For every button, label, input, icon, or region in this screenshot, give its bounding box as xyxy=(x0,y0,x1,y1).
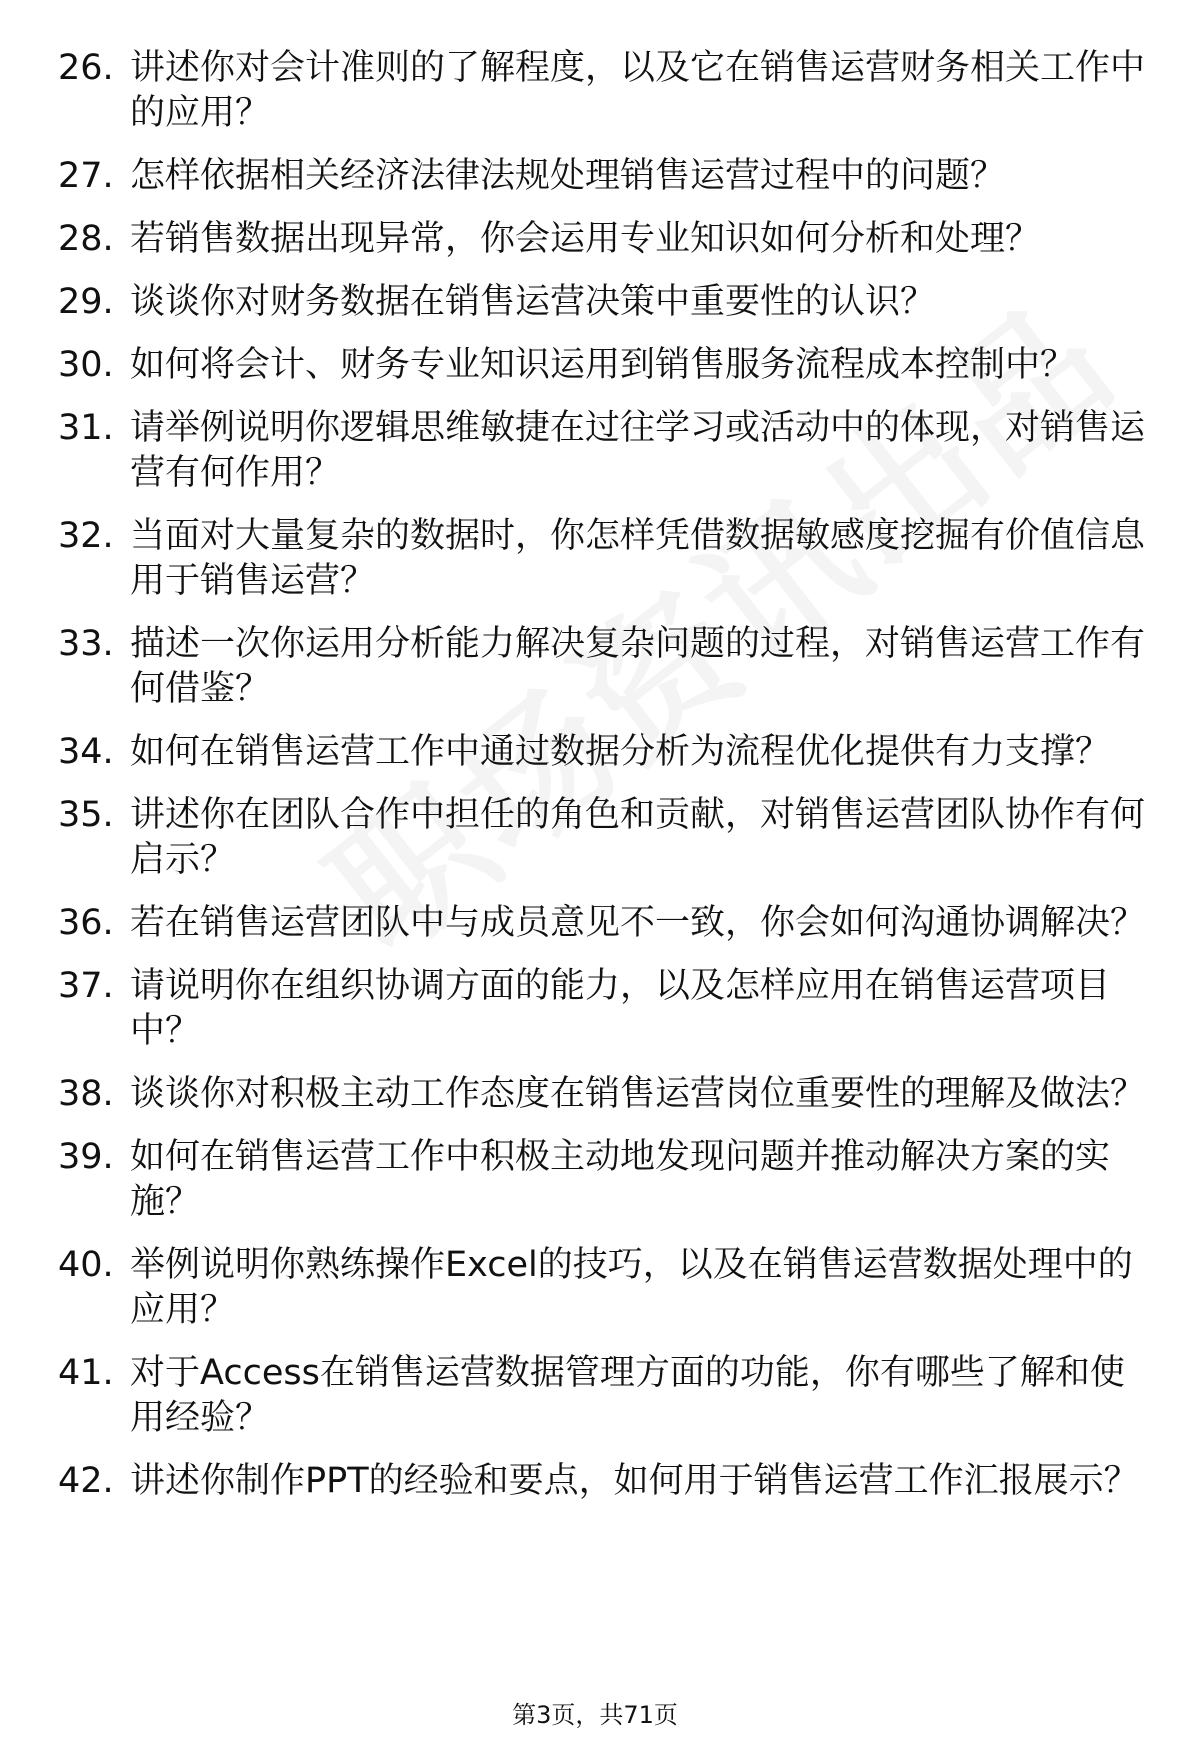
question-number: 42. xyxy=(58,1461,114,1501)
page-footer: 第3页，共71页 xyxy=(512,1701,678,1729)
question-text: 如何将会计、财务专业知识运用到销售服务流程成本控制中？ xyxy=(130,345,1076,385)
question-number: 32. xyxy=(58,516,114,556)
question-text: 描述一次你运用分析能力解决复杂问题的过程，对销售运营工作有何借鉴？ xyxy=(130,624,1146,709)
question-text: 请举例说明你逻辑思维敏捷在过往学习或活动中的体现，对销售运营有何作用？ xyxy=(130,408,1146,493)
question-number: 35. xyxy=(58,795,114,835)
question-item xyxy=(58,793,1158,883)
question-item xyxy=(58,280,1158,325)
question-text: 怎样依据相关经济法律法规处理销售运营过程中的问题？ xyxy=(130,156,1006,196)
question-text: 谈谈你对财务数据在销售运营决策中重要性的认识？ xyxy=(130,282,936,322)
question-text: 请说明你在组织协调方面的能力，以及怎样应用在销售运营项目中？ xyxy=(130,966,1111,1051)
question-text: 如何在销售运营工作中通过数据分析为流程优化提供有力支撑？ xyxy=(130,732,1111,772)
question-text: 讲述你在团队合作中担任的角色和贡献，对销售运营团队协作有何启示？ xyxy=(130,795,1146,880)
question-number: 27. xyxy=(58,156,114,196)
question-item xyxy=(58,1351,1158,1441)
question-item xyxy=(58,1243,1158,1333)
question-item xyxy=(58,730,1158,775)
question-text: 若销售数据出现异常，你会运用专业知识如何分析和处理？ xyxy=(130,219,1041,259)
question-number: 36. xyxy=(58,903,114,943)
question-text: 对于Access在销售运营数据管理方面的功能，你有哪些了解和使用经验？ xyxy=(130,1353,1125,1438)
question-text: 若在销售运营团队中与成员意见不一致，你会如何沟通协调解决？ xyxy=(130,903,1146,943)
question-item xyxy=(58,1459,1158,1504)
question-item xyxy=(58,901,1158,946)
question-number: 33. xyxy=(58,624,114,664)
question-number: 41. xyxy=(58,1353,114,1393)
question-number: 34. xyxy=(58,732,114,772)
question-number: 28. xyxy=(58,219,114,259)
question-item xyxy=(58,343,1158,388)
question-number: 26. xyxy=(58,48,114,88)
question-number: 39. xyxy=(58,1137,114,1177)
question-item xyxy=(58,1072,1158,1117)
question-number: 31. xyxy=(58,408,114,448)
question-item xyxy=(58,514,1158,604)
question-item xyxy=(58,964,1158,1054)
question-text: 讲述你对会计准则的了解程度，以及它在销售运营财务相关工作中的应用？ xyxy=(130,48,1146,133)
question-item xyxy=(58,217,1158,262)
question-number: 29. xyxy=(58,282,114,322)
question-number: 40. xyxy=(58,1245,114,1285)
question-item xyxy=(58,154,1158,199)
question-number: 38. xyxy=(58,1074,114,1114)
question-text: 讲述你制作PPT的经验和要点，如何用于销售运营工作汇报展示？ xyxy=(130,1461,1139,1501)
question-text: 当面对大量复杂的数据时，你怎样凭借数据敏感度挖掘有价值信息用于销售运营？ xyxy=(130,516,1146,601)
question-text: 举例说明你熟练操作Excel的技巧，以及在销售运营数据处理中的应用？ xyxy=(130,1245,1133,1330)
question-item xyxy=(58,1135,1158,1225)
question-item xyxy=(58,406,1158,496)
question-list xyxy=(58,46,1158,1522)
question-number: 30. xyxy=(58,345,114,385)
question-item xyxy=(58,622,1158,712)
question-item xyxy=(58,46,1158,136)
question-text: 如何在销售运营工作中积极主动地发现问题并推动解决方案的实施？ xyxy=(130,1137,1111,1222)
question-number: 37. xyxy=(58,966,114,1006)
question-text: 谈谈你对积极主动工作态度在销售运营岗位重要性的理解及做法？ xyxy=(130,1074,1146,1114)
